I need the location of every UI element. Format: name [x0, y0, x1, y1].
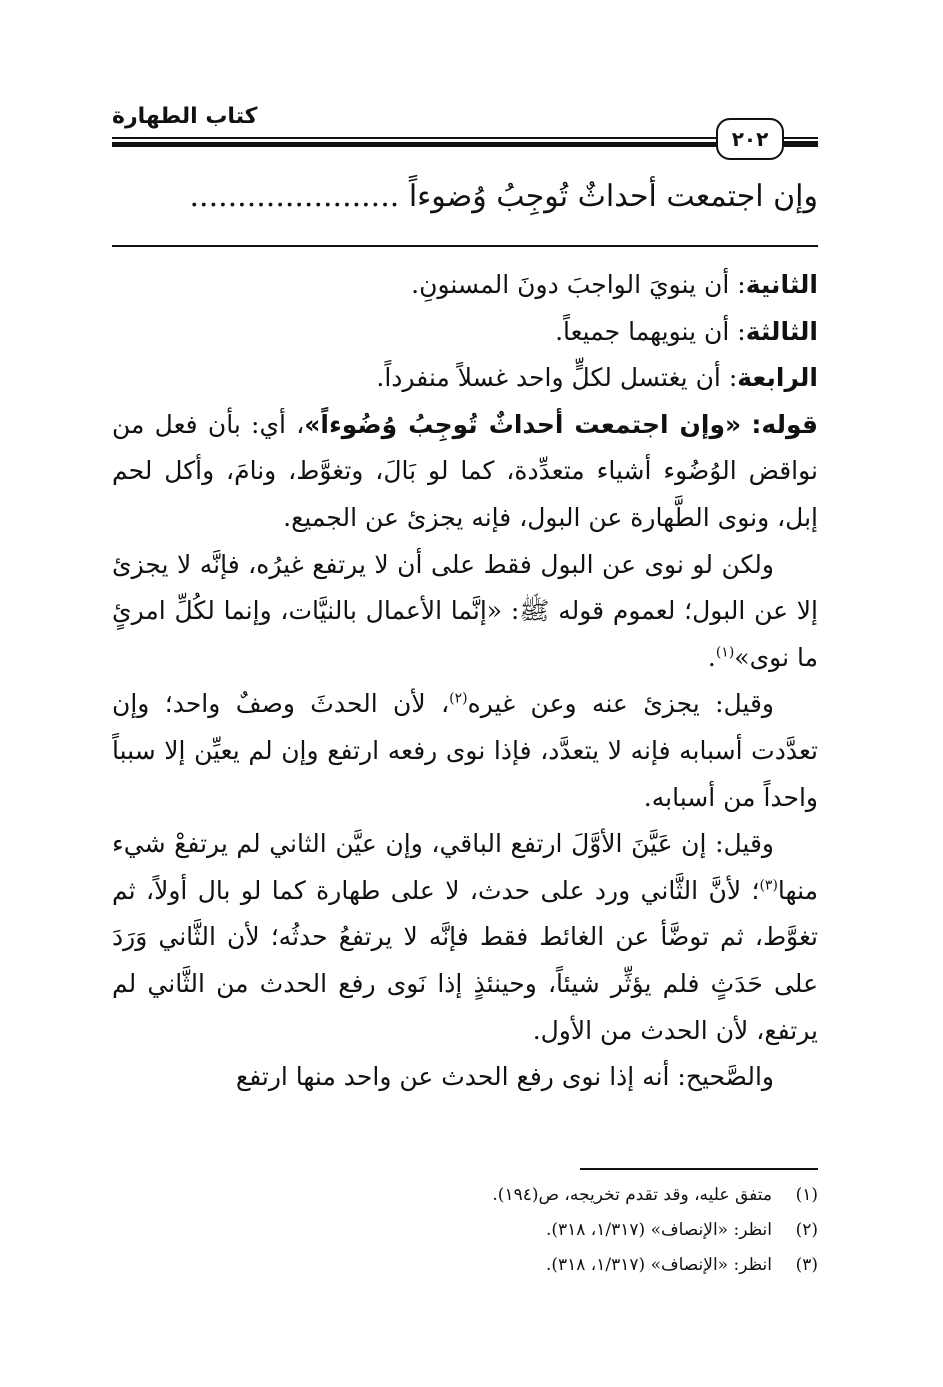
- footnote-item: [300, 1213, 818, 1248]
- footnotes: [300, 1178, 818, 1283]
- footnote-text: انظر: «الإنصاف» (١/٣١٧، ٣١٨).: [545, 1220, 772, 1240]
- paragraph-text: وقيل: إن عَيَّنَ الأوَّلَ ارتفع الباقي، وإن عيَّن الثاني لم يرتفعْ شيء منها: [112, 829, 818, 905]
- header-rule: [112, 137, 818, 147]
- paragraph-sahih: [112, 1054, 818, 1101]
- footnote-ref: (٢): [449, 691, 468, 708]
- footnote-separator: [580, 1168, 818, 1170]
- paragraph-text-end: .: [707, 642, 716, 672]
- paragraph-label: الثانية: [745, 270, 818, 299]
- footnote-number: (٣): [795, 1255, 818, 1275]
- matn-separator: [112, 245, 818, 247]
- paragraph-qil-2: [112, 821, 818, 1054]
- footnote-ref: (٣): [759, 877, 778, 894]
- commentary-body: [112, 262, 818, 1101]
- paragraph-second: [112, 262, 818, 309]
- paragraph-third: [112, 309, 818, 356]
- paragraph-text-end: ، لأن الحدثَ وصفٌ واحد؛ وإن تعدَّدت أسبابه فإنه لا يتعدَّد، فإذا نوى رفعه ارتفع وإن لم يعيِّن إلا سبباً واحداً من أسبابه.: [112, 689, 818, 812]
- footnote-ref: (١): [715, 644, 735, 661]
- footnote-text: متفق عليه، وقد تقدم تخريجه، ص(١٩٤).: [492, 1185, 772, 1205]
- footnote-item: [300, 1178, 818, 1213]
- page-number: ٢٠٢: [716, 118, 784, 160]
- matn-quote: «وإن اجتمعت أحداثٌ تُوجِبُ وُضُوءاً»: [304, 409, 742, 439]
- footnote-text: انظر: «الإنصاف» (١/٣١٧، ٣١٨).: [545, 1255, 772, 1275]
- footnote-item: [300, 1248, 818, 1283]
- paragraph-qawluhu: [112, 402, 818, 542]
- paragraph-text-end: ؛ لأنَّ الثَّاني ورد على حدث، لا على طهارة كما لو بال أولاً، ثم تغوَّط، ثم توضَّأ عن الغائط فقط فإنَّه لا يرتفعُ حدثُه؛ لأن الثَّاني وَرَدَ على حَدَثٍ فلم يؤثِّر شيئاً، وحينئذٍ إذا نَوى رفع الحدث من الثَّاني لم يرتفع، لأن الحدث من الأول.: [112, 875, 818, 1045]
- paragraph-label: قوله:: [751, 409, 818, 439]
- matn-text: وإن اجتمعت أحداثٌ تُوجِبُ وُضوءاً ......................: [189, 179, 818, 214]
- paragraph-text: : أن ينويهما جميعاً.: [555, 316, 746, 346]
- running-header-title: كتاب الطهارة: [112, 104, 258, 129]
- paragraph-text: ، أي: بأن فعل من نواقض الوُضُوء أشياء متعدِّدة، كما لو بَالَ، وتغوَّط، ونامَ، وأكل لحم إبل، ونوى الطَّهارة عن البول، فإنه يجزئ عن الجميع.: [112, 409, 818, 532]
- paragraph-label: الرابعة: [737, 363, 818, 393]
- footnote-number: (٢): [795, 1220, 818, 1240]
- paragraph-text: : أن ينويَ الواجبَ دونَ المسنونِ.: [411, 270, 746, 299]
- paragraph-text: وقيل: يجزئ عنه وعن غيره: [467, 689, 774, 719]
- paragraph-qil-1: [112, 681, 818, 821]
- footnote-number: (١): [795, 1185, 818, 1205]
- paragraph-text: ولكن لو نوى عن البول فقط على أن لا يرتفع غيرُه، فإنَّه لا يجزئ إلا عن البول؛ لعموم قوله ﷺ: «إنَّما الأعمال بالنيَّات، وإنما لكُلِّ امرئٍ ما نوى»: [112, 549, 818, 672]
- paragraph-label: الثالثة: [745, 316, 818, 346]
- paragraph-text: والصَّحيح: أنه إذا نوى رفع الحدث عن واحد منها ارتفع: [235, 1062, 774, 1092]
- paragraph-fourth: [112, 355, 818, 402]
- paragraph-text: : أن يغتسل لكلٍّ واحد غسلاً منفرداً.: [376, 363, 738, 393]
- paragraph-hadith: [112, 542, 818, 682]
